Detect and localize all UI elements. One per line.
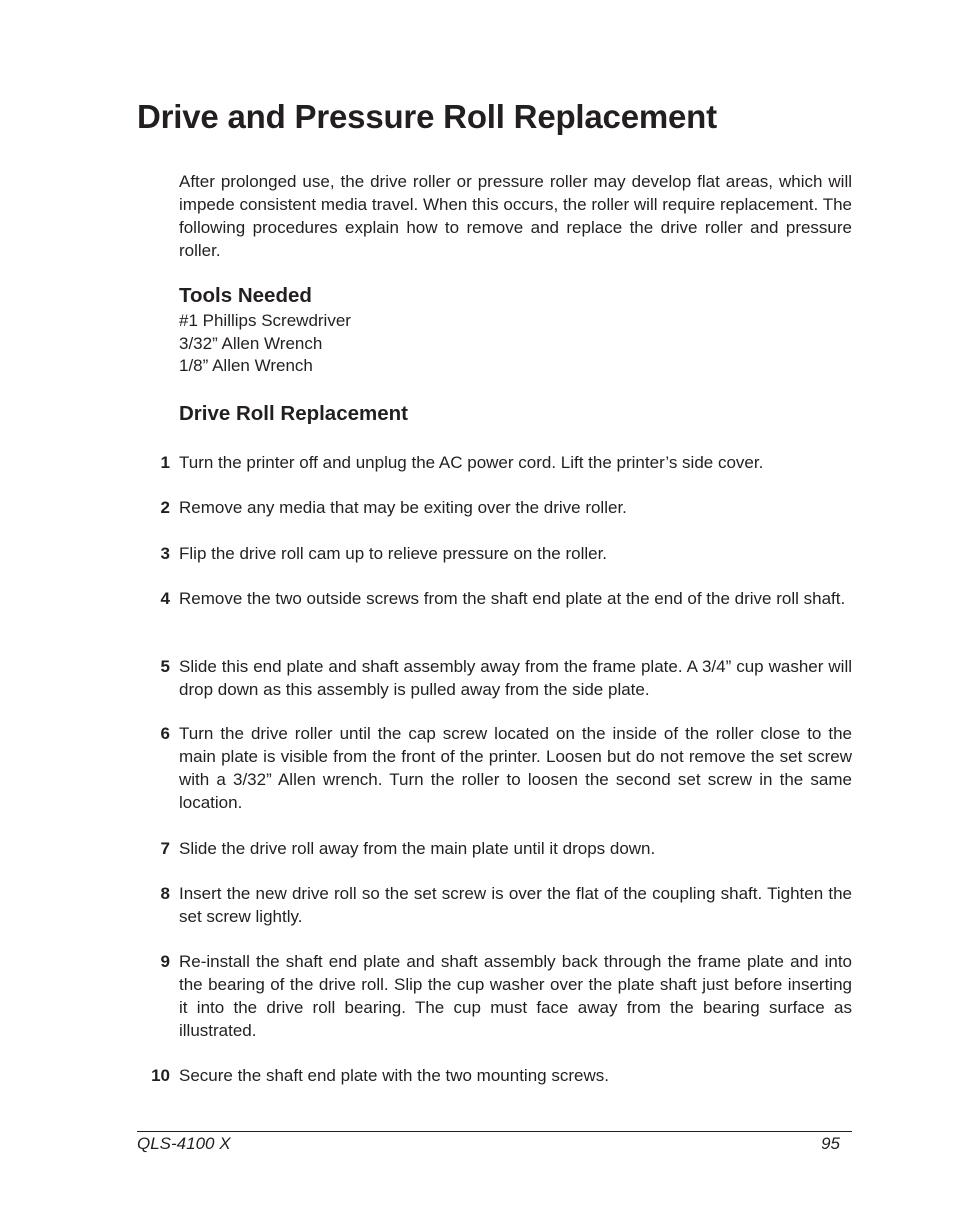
tool-item: #1 Phillips Screwdriver	[179, 311, 351, 330]
step-text: Slide this end plate and shaft assembly away from the frame plate. A 3/4” cup washer will drop down as this assembly is pulled away from the side plate.	[179, 657, 852, 699]
step-text: Re-install the shaft end plate and shaft assembly back through the frame plate and into the bearing of the drive roll. Slip the cup washer over the plate shaft just before inserting it into the drive roll bearing. The cup must face away from the bearing surface as illustrated.	[179, 952, 852, 1040]
drive-roll-replacement-heading: Drive Roll Replacement	[179, 402, 408, 425]
tool-item: 1/8” Allen Wrench	[179, 356, 313, 375]
step-number: 3	[160, 544, 170, 563]
step-text: Remove the two outside screws from the shaft end plate at the end of the drive roll shaft.	[179, 589, 846, 608]
tools-needed-heading: Tools Needed	[179, 284, 312, 307]
step-text: Slide the drive roll away from the main plate until it drops down.	[179, 839, 656, 858]
step-number: 5	[160, 657, 170, 676]
page-title: Drive and Pressure Roll Replacement	[137, 98, 717, 135]
step-number: 1	[160, 453, 170, 472]
tools-list	[179, 310, 351, 378]
footer-model-name: QLS-4100 X	[137, 1134, 231, 1153]
step-number: 4	[160, 589, 170, 608]
step-text: Secure the shaft end plate with the two mounting screws.	[179, 1066, 609, 1085]
step-text: Turn the printer off and unplug the AC power cord. Lift the printer’s side cover.	[179, 453, 764, 472]
footer-divider	[137, 1131, 852, 1132]
tool-item: 3/32” Allen Wrench	[179, 333, 323, 353]
step-number: 6	[160, 724, 170, 743]
footer-page-number: 95	[821, 1134, 840, 1153]
step-text: Remove any media that may be exiting over the drive roller.	[179, 498, 627, 517]
step-text: Turn the drive roller until the cap screw located on the inside of the roller close to the main plate is visible from the front of the printer. Loosen but do not remove the set screw with a 3/32” Allen wrench. Turn the roller to loosen the second set screw in the same location.	[179, 724, 852, 812]
step-number: 9	[160, 952, 170, 971]
step-number: 8	[160, 884, 170, 903]
step-number: 2	[160, 498, 170, 517]
step-number: 10	[151, 1066, 170, 1085]
intro-paragraph: After prolonged use, the drive roller or pressure roller may develop flat areas, which will impede consistent media travel. When this occurs, the roller will require replacement. The following procedures explain how to remove and replace the drive roller and pressure roller.	[179, 172, 852, 260]
step-number: 7	[160, 839, 170, 858]
step-text: Insert the new drive roll so the set screw is over the flat of the coupling shaft. Tighten the set screw lightly.	[179, 884, 852, 926]
step-text: Flip the drive roll cam up to relieve pressure on the roller.	[179, 544, 608, 563]
